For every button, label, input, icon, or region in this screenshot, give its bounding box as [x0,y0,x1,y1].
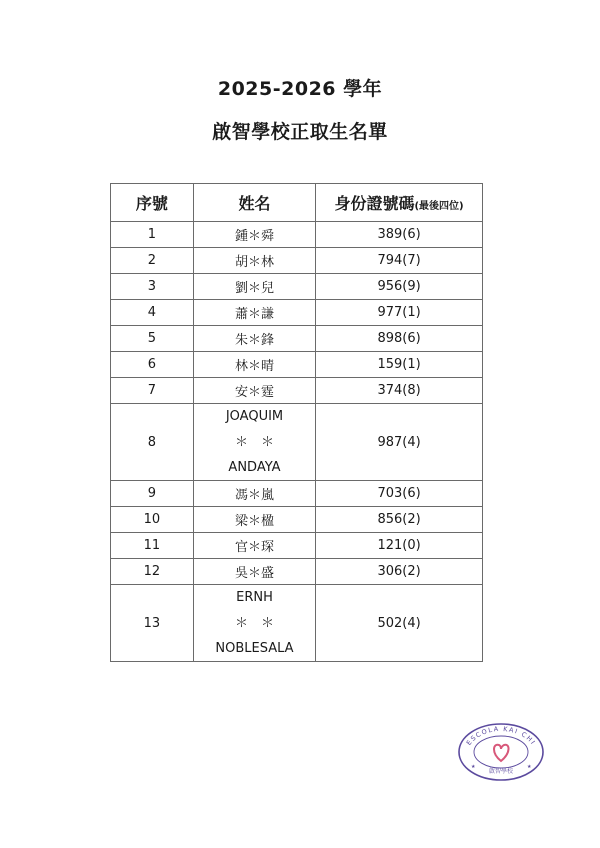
admission-table [110,183,483,662]
cell-id: 121(0) [316,533,483,559]
cell-id: 306(2) [316,559,483,585]
cell-name-line: ＊ ＊ [234,615,274,631]
cell-name-line: ERNH [236,590,273,605]
cell-id: 977(1) [316,300,483,326]
seal-inner-ring [474,736,528,768]
header-id-label: 身份證號碼 [334,194,415,213]
cell-name-line: NOBLESALA [215,641,294,656]
cell-seq: 5 [111,326,194,352]
cell-seq: 3 [111,274,194,300]
table-row [111,585,483,662]
cell-seq: 6 [111,352,194,378]
cell-name: 鍾＊舜 [193,222,315,248]
header-id [316,184,483,222]
cell-id: 502(4) [316,585,483,662]
page-title-year: 2025-2026 學年 [217,78,383,100]
cell-seq: 7 [111,378,194,404]
header-id-note: (最後四位) [414,201,464,212]
cell-name: 梁＊楹 [193,507,315,533]
cell-id: 159(1) [316,352,483,378]
cell-id: 856(2) [316,507,483,533]
cell-seq: 12 [111,559,194,585]
cell-name-line: ＊ ＊ [234,434,274,450]
cell-id: 794(7) [316,248,483,274]
cell-seq: 2 [111,248,194,274]
cell-seq: 10 [111,507,194,533]
table-row [111,378,483,404]
cell-seq: 11 [111,533,194,559]
table-row [111,533,483,559]
table-row [111,559,483,585]
cell-name: 安＊霆 [193,378,315,404]
cell-name: 朱＊鋒 [193,326,315,352]
seal-outer-text: ESCOLA KAI CHI [464,724,538,747]
cell-id: 898(6) [316,326,483,352]
table-header-row [111,184,483,222]
cell-id: 389(6) [316,222,483,248]
heart-icon [494,745,509,761]
table-row [111,481,483,507]
cell-seq: 9 [111,481,194,507]
cell-name: 馮＊嵐 [193,481,315,507]
table-row [111,507,483,533]
cell-name [193,404,315,481]
table-row [111,248,483,274]
cell-seq: 4 [111,300,194,326]
cell-id: 703(6) [316,481,483,507]
table-row [111,274,483,300]
cell-name: 吳＊盛 [193,559,315,585]
cell-name-line: ANDAYA [228,460,281,475]
cell-seq: 1 [111,222,194,248]
cell-seq: 8 [111,404,194,481]
table-row [111,352,483,378]
seal-star-left-icon: ★ [471,764,476,770]
seal-star-right-icon: ★ [527,764,532,770]
seal-inner-text: 啟智學校 [488,768,514,775]
table-row [111,300,483,326]
cell-name-line: JOAQUIM [225,409,284,424]
cell-name: 胡＊林 [193,248,315,274]
cell-id: 987(4) [316,404,483,481]
cell-seq: 13 [111,585,194,662]
table-row [111,404,483,481]
header-seq: 序號 [111,184,194,222]
page-title-school: 啟智學校正取生名單 [212,121,388,143]
cell-name: 劉＊兒 [193,274,315,300]
cell-name: 蕭＊謙 [193,300,315,326]
table-row [111,326,483,352]
cell-id: 374(8) [316,378,483,404]
table-row [111,222,483,248]
cell-name [193,585,315,662]
header-name: 姓名 [193,184,315,222]
school-seal-logo [457,721,545,781]
cell-id: 956(9) [316,274,483,300]
cell-name: 官＊琛 [193,533,315,559]
cell-name: 林＊晴 [193,352,315,378]
